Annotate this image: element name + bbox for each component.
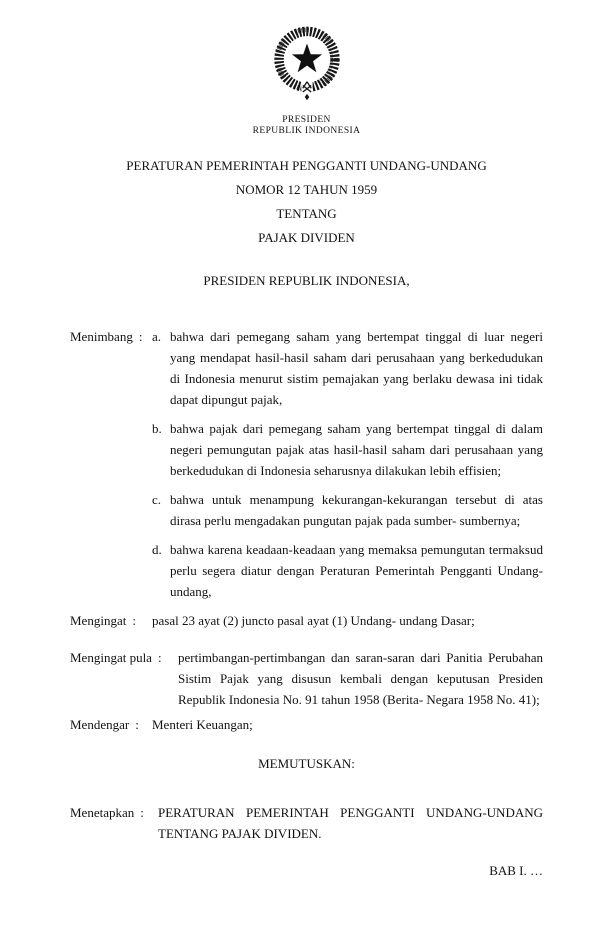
item-letter: a. (152, 329, 162, 344)
section-label: Menetapkan : (70, 805, 144, 820)
section-label: Mengingat pula : (70, 650, 162, 665)
section-label: Menimbang : (70, 329, 143, 344)
consideration-item (152, 489, 543, 531)
continuation-note: BAB I. … (489, 863, 543, 878)
presidential-star-wreath-icon (265, 20, 349, 108)
org-line-presiden: PRESIDEN (282, 115, 331, 125)
salutation: PRESIDEN REPUBLIK INDONESIA, (203, 273, 410, 288)
title-line-1: PERATURAN PEMERINTAH PENGGANTI UNDANG-UNDANG (126, 158, 487, 173)
item-text: bahwa karena keadaan-keadaan yang memaksa pemungutan termaksud perlu segera diatur dengan Peraturan Pemerintah Pengganti Undang-undang, (170, 542, 543, 599)
item-letter: c. (152, 492, 162, 507)
section-mengingat-pula (70, 647, 543, 710)
section-text: PERATURAN PEMERINTAH PENGGANTI UNDANG-UNDANG TENTANG PAJAK DIVIDEN. (158, 805, 543, 841)
consideration-item (152, 418, 543, 481)
section-mendengar (70, 714, 543, 735)
item-text: bahwa pajak dari pemegang saham yang bertempat tinggal di dalam negeri pemungutan pajak atas hasil-hasil saham dari perusahaan yang berkedudukan di Indonesia seharusnya dilakukan lebih effisien; (170, 421, 543, 478)
menimbang-items (152, 326, 543, 602)
item-text: bahwa untuk menampung kekurangan-kekurangan tersebut di atas dirasa perlu mengadakan pungutan pajak pada sumber- sumbernya; (170, 492, 543, 528)
item-letter: b. (152, 421, 162, 436)
item-text: bahwa dari pemegang saham yang bertempat tinggal di luar negeri yang mendapat hasil-hasil saham dari perusahaan yang berkedudukan di Indonesia menurut sistim pemajakan yang berlaku dewasa ini tidak dapat dipungut pajak, (170, 329, 543, 407)
decision-heading: MEMUTUSKAN: (258, 756, 355, 771)
letterhead (70, 20, 543, 137)
section-text: pasal 23 ayat (2) juncto pasal ayat (1) Undang- undang Dasar; (152, 613, 475, 628)
section-label: Mengingat : (70, 613, 136, 628)
org-line-republik-indonesia: REPUBLIK INDONESIA (252, 126, 361, 136)
item-letter: d. (152, 542, 162, 557)
consideration-item (152, 539, 543, 602)
consideration-item (152, 326, 543, 410)
section-menimbang (70, 326, 543, 602)
title-line-4: PAJAK DIVIDEN (258, 230, 355, 245)
section-text: pertimbangan-pertimbangan dan saran-saran dari Panitia Perubahan Sistim Pajak yang disusun kembali dengan keputusan Presiden Republik Indonesia No. 91 tahun 1958 (Berita- Negara 1958 No. 41); (178, 650, 543, 707)
section-menetapkan (70, 802, 543, 844)
title-line-3: TENTANG (276, 206, 337, 221)
title-line-2: NOMOR 12 TAHUN 1959 (235, 182, 378, 197)
section-mengingat (70, 610, 543, 631)
section-text: Menteri Keuangan; (152, 717, 253, 732)
section-label: Mendengar : (70, 717, 139, 732)
document-title (70, 154, 543, 250)
